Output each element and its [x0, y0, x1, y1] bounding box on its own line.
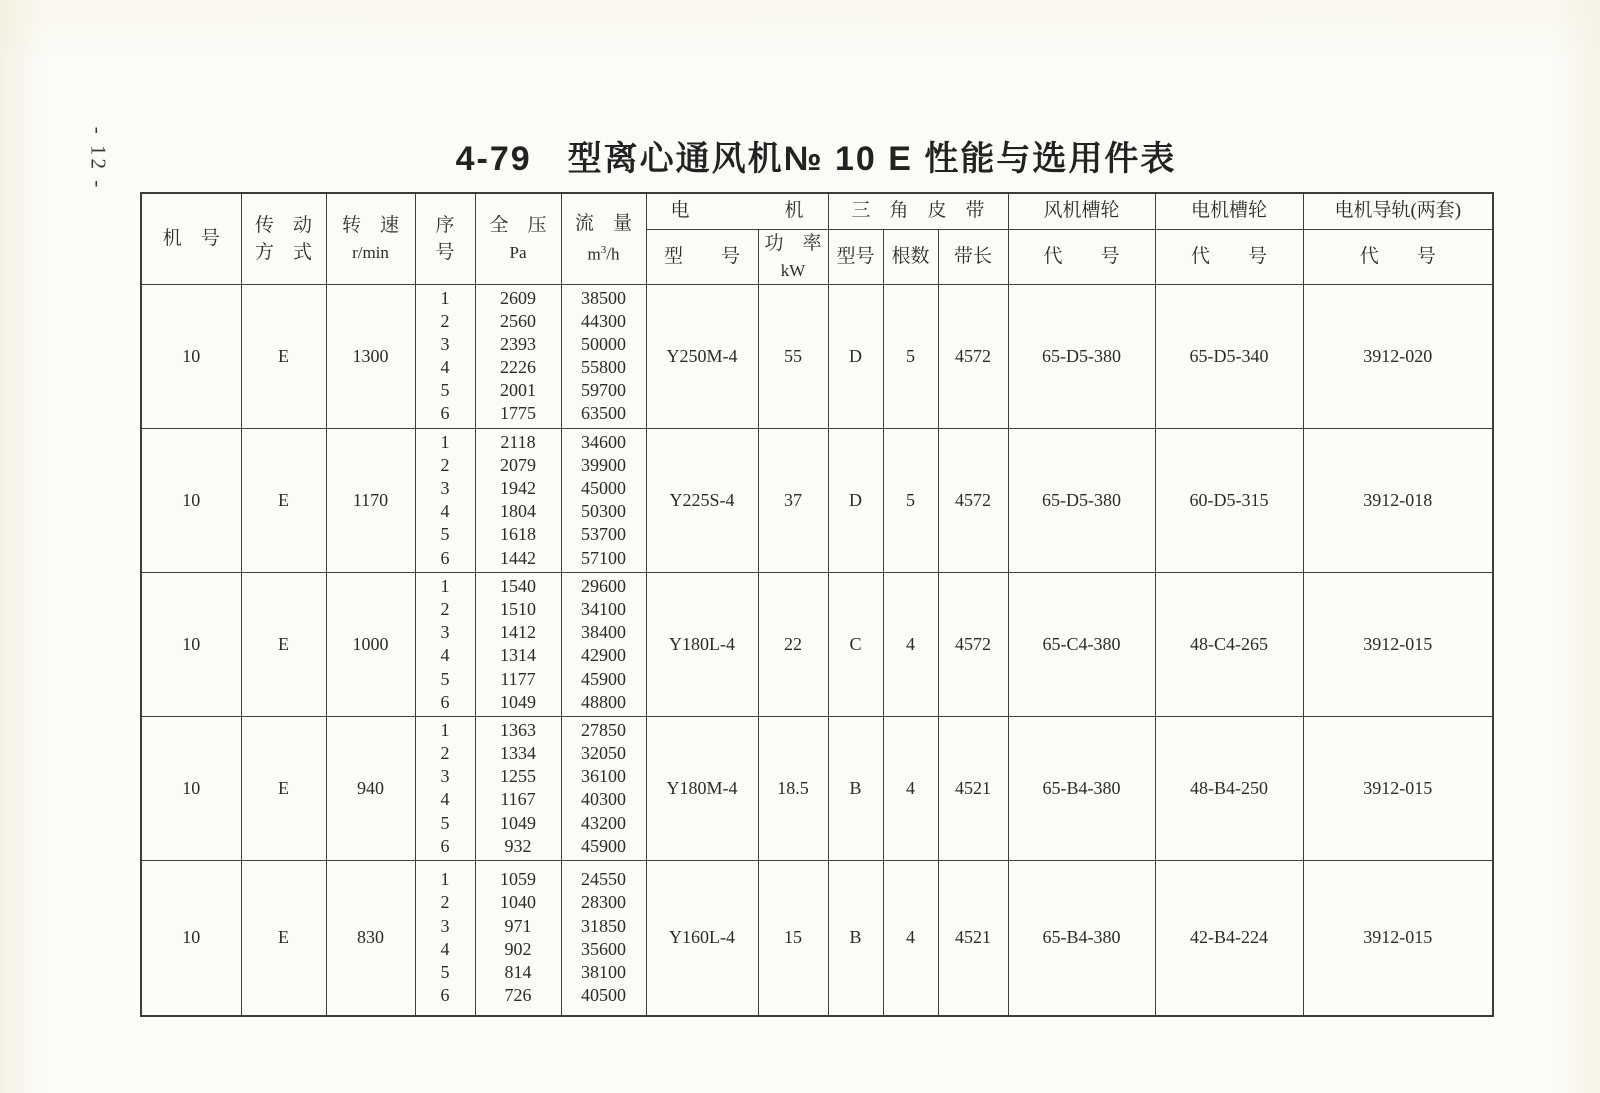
table-body: [141, 284, 1493, 1016]
stack-value: 1255: [500, 766, 536, 787]
header-motor-pulley-group: 电机槽轮: [1155, 193, 1303, 229]
header-belt-model: 型号: [828, 229, 883, 284]
stack-value: 1412: [500, 622, 536, 643]
fan-pulley-code-cell: 65-C4-380: [1008, 572, 1155, 716]
belt-count-cell: 5: [883, 428, 938, 572]
header-vbelt-group: 三 角 皮 带: [828, 193, 1008, 229]
belt-model-cell: B: [828, 861, 883, 1016]
seq-list-cell: [415, 284, 475, 428]
stack-value: 40500: [581, 985, 626, 1006]
page-title: 4-79 型离心通风机№ 10 E 性能与选用件表: [455, 140, 1177, 178]
header-group-row: [141, 193, 1493, 229]
table-row: [141, 572, 1493, 716]
header-pressure-line1: 全 压: [489, 214, 547, 236]
stack-value: 5: [440, 380, 450, 401]
machine-no-cell: 10: [141, 572, 241, 716]
stack-value: 1510: [500, 598, 536, 619]
stack-value: 1: [440, 575, 450, 596]
stack-value: 1049: [500, 812, 536, 833]
drive-mode-cell: E: [241, 572, 326, 716]
stack-value: 1540: [500, 575, 536, 596]
stack-value: 2609: [500, 287, 536, 308]
stack-value: 42900: [581, 645, 626, 666]
drive-mode-cell: E: [241, 861, 326, 1016]
stack-value: 932: [504, 835, 532, 856]
stack-value: 4: [440, 501, 450, 522]
header-motor-power: [758, 229, 828, 284]
stack-value: 902: [504, 938, 532, 959]
belt-length-cell: 4521: [938, 716, 1008, 860]
table-row: [141, 428, 1493, 572]
machine-no-cell: 10: [141, 428, 241, 572]
table-row: [141, 716, 1493, 860]
stack-value: 6: [440, 403, 450, 424]
stack-value: 3: [440, 478, 450, 498]
stack-value: 34600: [581, 431, 626, 452]
stack-value: 31850: [581, 915, 626, 936]
stack-value: 1775: [500, 403, 536, 424]
motor-pulley-code-cell: 42-B4-224: [1155, 861, 1303, 1016]
stack-value: 1942: [500, 478, 536, 498]
header-seq-line1: 序: [435, 214, 455, 236]
speed-cell: 940: [326, 716, 415, 860]
stack-value: 1: [440, 431, 450, 452]
stack-value: 6: [440, 691, 450, 712]
stack-value: 1363: [500, 719, 536, 740]
motor-power-cell: 55: [758, 284, 828, 428]
motor-model-cell: Y160L-4: [646, 861, 758, 1016]
stack-value: 28300: [581, 892, 626, 913]
stack-value: 1804: [500, 501, 536, 522]
belt-length-cell: 4572: [938, 572, 1008, 716]
fan-pulley-code-cell: 65-B4-380: [1008, 861, 1155, 1016]
stack-value: 1: [440, 869, 450, 890]
belt-count-cell: 4: [883, 861, 938, 1016]
flow-list-cell: [561, 572, 646, 716]
stack-value: 2: [440, 598, 450, 619]
belt-count-cell: 4: [883, 716, 938, 860]
stack-value: 2001: [500, 380, 536, 401]
header-belt-length: 带长: [938, 229, 1008, 284]
fan-pulley-code-cell: 65-D5-380: [1008, 284, 1155, 428]
stack-value: 38400: [581, 622, 626, 643]
stack-value: 50300: [581, 501, 626, 522]
stack-value: 1334: [500, 743, 536, 764]
stack-value: 1177: [500, 668, 536, 689]
stack-value: 2393: [500, 333, 536, 354]
stack-value: 45000: [581, 478, 626, 498]
header-motor-pulley-code: 代 号: [1155, 229, 1303, 284]
motor-model-cell: Y250M-4: [646, 284, 758, 428]
speed-cell: 1000: [326, 572, 415, 716]
motor-model-cell: Y180M-4: [646, 716, 758, 860]
belt-model-cell: D: [828, 284, 883, 428]
pressure-list-cell: [475, 716, 561, 860]
stack-value: 32050: [581, 743, 626, 764]
stack-value: 38500: [581, 287, 626, 308]
stack-value: 5: [440, 812, 450, 833]
stack-value: 45900: [581, 668, 626, 689]
stack-value: 1618: [500, 524, 536, 545]
pressure-list-cell: [475, 861, 561, 1016]
motor-power-cell: 15: [758, 861, 828, 1016]
stack-value: 5: [440, 668, 450, 689]
stack-value: 814: [504, 961, 532, 982]
stack-value: 3: [440, 333, 450, 354]
header-motor-group: 电 机: [646, 193, 828, 229]
header-motor-model: 型 号: [646, 229, 758, 284]
stack-value: 1314: [500, 645, 536, 666]
motor-model-cell: Y180L-4: [646, 572, 758, 716]
machine-no-cell: 10: [141, 716, 241, 860]
machine-no-cell: 10: [141, 861, 241, 1016]
stack-value: 53700: [581, 524, 626, 545]
stack-value: 2: [440, 310, 450, 331]
motor-model-cell: Y225S-4: [646, 428, 758, 572]
pressure-list-cell: [475, 572, 561, 716]
stack-value: 34100: [581, 598, 626, 619]
stack-value: 63500: [581, 403, 626, 424]
header-seq-no: [415, 193, 475, 284]
stack-value: 40300: [581, 789, 626, 810]
stack-value: 2118: [500, 431, 536, 452]
speed-cell: 1170: [326, 428, 415, 572]
stack-value: 4: [440, 789, 450, 810]
stack-value: 4: [440, 645, 450, 666]
stack-value: 2: [440, 454, 450, 475]
fan-pulley-code-cell: 65-D5-380: [1008, 428, 1155, 572]
header-seq-line2: 号: [435, 241, 455, 263]
table-row: [141, 861, 1493, 1016]
stack-value: 6: [440, 985, 450, 1006]
stack-value: 29600: [581, 575, 626, 596]
header-speed-line1: 转 速: [341, 214, 399, 236]
flow-list-cell: [561, 861, 646, 1016]
stack-value: 38100: [581, 961, 626, 982]
motor-power-cell: 22: [758, 572, 828, 716]
belt-model-cell: D: [828, 428, 883, 572]
header-drive-line1: 传 动: [254, 214, 312, 236]
stack-value: 6: [440, 835, 450, 856]
fan-pulley-code-cell: 65-B4-380: [1008, 716, 1155, 860]
motor-rail-code-cell: 3912-015: [1303, 861, 1493, 1016]
side-page-number: - 12 -: [86, 126, 111, 191]
stack-value: 57100: [581, 547, 626, 568]
pressure-list-cell: [475, 428, 561, 572]
motor-pulley-code-cell: 48-B4-250: [1155, 716, 1303, 860]
stack-value: 3: [440, 622, 450, 643]
header-motor-rail-code: 代 号: [1303, 229, 1493, 284]
header-power-unit: kW: [780, 260, 806, 280]
seq-list-cell: [415, 861, 475, 1016]
motor-rail-code-cell: 3912-020: [1303, 284, 1493, 428]
fan-performance-table: [140, 192, 1494, 1017]
header-flow-line1: 流 量: [574, 212, 632, 234]
stack-value: 5: [440, 961, 450, 982]
header-fan-pulley-code: 代 号: [1008, 229, 1155, 284]
belt-length-cell: 4572: [938, 284, 1008, 428]
stack-value: 4: [440, 938, 450, 959]
header-speed-unit: r/min: [352, 242, 389, 262]
flow-list-cell: [561, 716, 646, 860]
drive-mode-cell: E: [241, 716, 326, 860]
belt-model-cell: B: [828, 716, 883, 860]
pressure-list-cell: [475, 284, 561, 428]
stack-value: 55800: [581, 357, 626, 378]
stack-value: 1049: [500, 691, 536, 712]
header-power-line1: 功 率: [764, 232, 822, 254]
stack-value: 2226: [500, 357, 536, 378]
stack-value: 6: [440, 547, 450, 568]
flow-list-cell: [561, 284, 646, 428]
header-drive-line2: 方 式: [254, 241, 312, 263]
belt-count-cell: 5: [883, 284, 938, 428]
seq-list-cell: [415, 428, 475, 572]
stack-value: 50000: [581, 333, 626, 354]
drive-mode-cell: E: [241, 284, 326, 428]
belt-model-cell: C: [828, 572, 883, 716]
stack-value: 5: [440, 524, 450, 545]
header-machine-no: 机 号: [141, 193, 241, 284]
motor-power-cell: 37: [758, 428, 828, 572]
stack-value: 3: [440, 766, 450, 787]
stack-value: 4: [440, 357, 450, 378]
motor-rail-code-cell: 3912-018: [1303, 428, 1493, 572]
machine-no-cell: 10: [141, 284, 241, 428]
header-pressure-unit: Pa: [509, 242, 527, 262]
stack-value: 3: [440, 915, 450, 936]
table-row: [141, 284, 1493, 428]
stack-value: 35600: [581, 938, 626, 959]
speed-cell: 830: [326, 861, 415, 1016]
motor-rail-code-cell: 3912-015: [1303, 716, 1493, 860]
belt-count-cell: 4: [883, 572, 938, 716]
stack-value: 2560: [500, 310, 536, 331]
header-flow-rate: [561, 193, 646, 284]
header-drive-mode: [241, 193, 326, 284]
stack-value: 726: [504, 985, 532, 1006]
stack-value: 1040: [500, 892, 536, 913]
motor-power-cell: 18.5: [758, 716, 828, 860]
stack-value: 1059: [500, 869, 536, 890]
stack-value: 43200: [581, 812, 626, 833]
belt-length-cell: 4521: [938, 861, 1008, 1016]
stack-value: 2: [440, 743, 450, 764]
speed-cell: 1300: [326, 284, 415, 428]
seq-list-cell: [415, 716, 475, 860]
motor-pulley-code-cell: 65-D5-340: [1155, 284, 1303, 428]
drive-mode-cell: E: [241, 428, 326, 572]
header-speed: [326, 193, 415, 284]
seq-list-cell: [415, 572, 475, 716]
stack-value: 44300: [581, 310, 626, 331]
flow-list-cell: [561, 428, 646, 572]
stack-value: 39900: [581, 454, 626, 475]
stack-value: 36100: [581, 766, 626, 787]
stack-value: 45900: [581, 835, 626, 856]
stack-value: 48800: [581, 691, 626, 712]
header-fan-pulley-group: 风机槽轮: [1008, 193, 1155, 229]
stack-value: 2: [440, 892, 450, 913]
header-motor-rail-group: 电机导轨(两套): [1303, 193, 1493, 229]
motor-pulley-code-cell: 60-D5-315: [1155, 428, 1303, 572]
table-header: [141, 193, 1493, 284]
stack-value: 1167: [500, 789, 536, 810]
header-total-pressure: [475, 193, 561, 284]
header-belt-count: 根数: [883, 229, 938, 284]
stack-value: 24550: [581, 869, 626, 890]
motor-rail-code-cell: 3912-015: [1303, 572, 1493, 716]
stack-value: 1442: [500, 547, 536, 568]
stack-value: 27850: [581, 719, 626, 740]
motor-pulley-code-cell: 48-C4-265: [1155, 572, 1303, 716]
stack-value: 971: [504, 915, 532, 936]
stack-value: 1: [440, 287, 450, 308]
stack-value: 59700: [581, 380, 626, 401]
belt-length-cell: 4572: [938, 428, 1008, 572]
stack-value: 2079: [500, 454, 536, 475]
stack-value: 1: [440, 719, 450, 740]
header-flow-unit: $m^3/h$: [587, 243, 620, 264]
